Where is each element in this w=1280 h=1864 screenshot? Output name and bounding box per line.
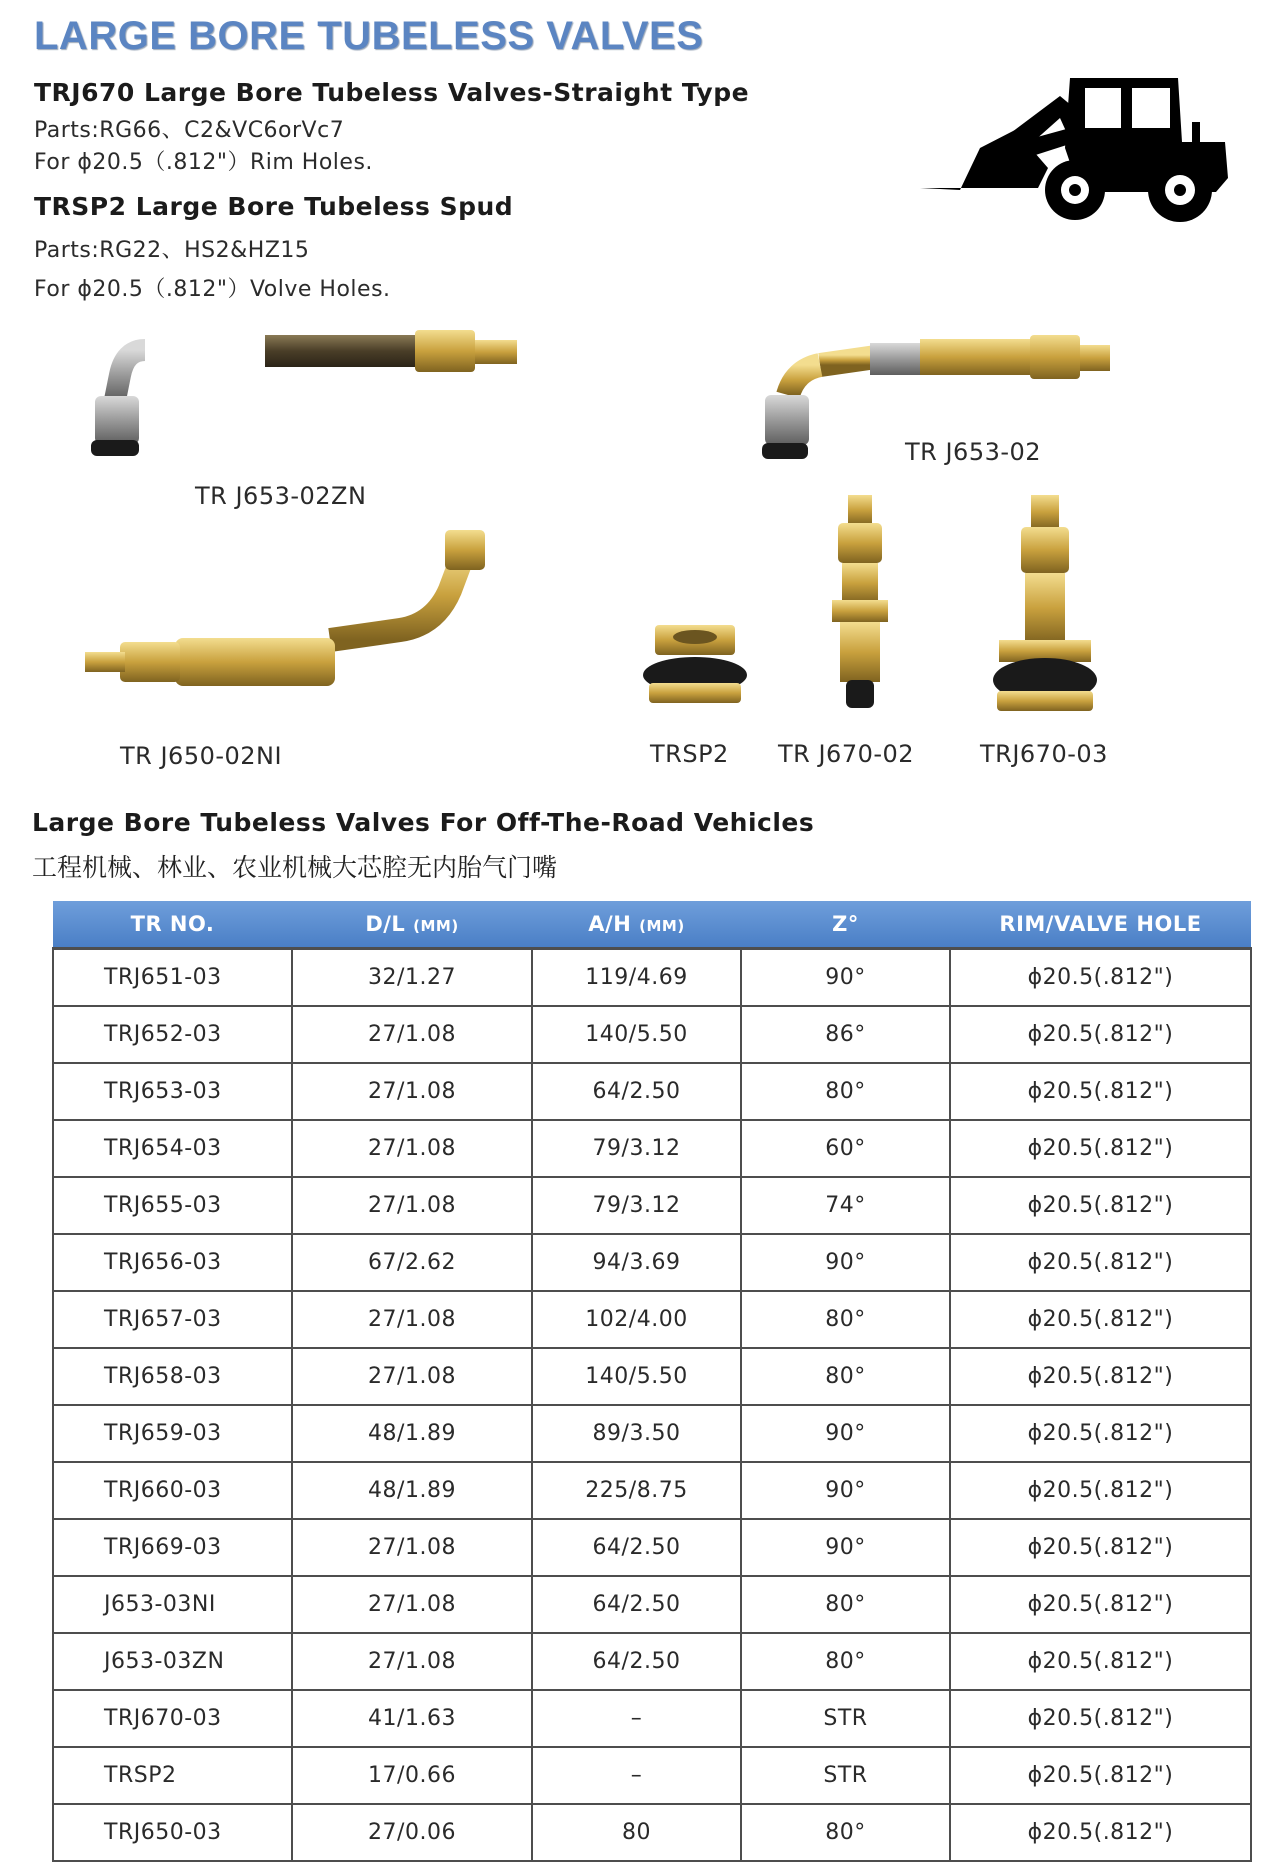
trj670-rim-holes: For ɸ20.5（.812"）Rim Holes. [34,150,373,175]
table-title: Large Bore Tubeless Valves For Off-The-Road Vehicles [32,808,815,837]
cell-rim-hole: ɸ20.5(.812") [950,1120,1251,1177]
valve-spec-table [52,901,1252,1862]
cell-dl: 27/1.08 [292,1519,532,1576]
table-row [53,1234,1251,1291]
cell-ah: 79/3.12 [532,1177,741,1234]
cell-rim-hole: ɸ20.5(.812") [950,1576,1251,1633]
table-row [53,1405,1251,1462]
header-ah-unit: (MM) [639,917,685,935]
cell-dl: 27/1.08 [292,1576,532,1633]
wheel-loader-icon [920,70,1250,230]
table-row [53,1462,1251,1519]
cell-rim-hole: ɸ20.5(.812") [950,1633,1251,1690]
cell-z: STR [741,1747,950,1804]
cell-rim-hole: ɸ20.5(.812") [950,1519,1251,1576]
cell-tr-no: TRSP2 [53,1747,292,1804]
table-row [53,1348,1251,1405]
cell-ah: 64/2.50 [532,1633,741,1690]
table-row [53,1804,1251,1861]
cell-rim-hole: ɸ20.5(.812") [950,1063,1251,1120]
cell-rim-hole: ɸ20.5(.812") [950,1006,1251,1063]
cell-z: 90° [741,949,950,1007]
table-row [53,1633,1251,1690]
cell-ah: 225/8.75 [532,1462,741,1519]
cell-tr-no: TRJ658-03 [53,1348,292,1405]
product-label-trj650-02ni: TR J650-02NI [120,742,283,770]
cell-rim-hole: ɸ20.5(.812") [950,1690,1251,1747]
cell-z: 90° [741,1462,950,1519]
cell-z: 86° [741,1006,950,1063]
product-label-trj653-02: TR J653-02 [905,438,1042,466]
cell-ah: 89/3.50 [532,1405,741,1462]
trsp2-parts: Parts:RG22、HS2&HZ15 [34,238,310,263]
cell-ah: 102/4.00 [532,1291,741,1348]
cell-dl: 48/1.89 [292,1405,532,1462]
cell-tr-no: TRJ670-03 [53,1690,292,1747]
page-title: LARGE BORE TUBELESS VALVES [34,14,704,58]
header-dl-unit: (MM) [413,917,459,935]
cell-rim-hole: ɸ20.5(.812") [950,1804,1251,1861]
cell-dl: 17/0.66 [292,1747,532,1804]
cell-ah: 119/4.69 [532,949,741,1007]
cell-ah: 80 [532,1804,741,1861]
valve-image-trj670-02 [820,495,900,715]
cell-ah: 140/5.50 [532,1348,741,1405]
cell-ah: 140/5.50 [532,1006,741,1063]
cell-tr-no: TRJ653-03 [53,1063,292,1120]
cell-dl: 48/1.89 [292,1462,532,1519]
table-row [53,949,1251,1007]
cell-rim-hole: ɸ20.5(.812") [950,949,1251,1007]
product-label-trj653-02zn: TR J653-02ZN [195,482,367,510]
cell-z: STR [741,1690,950,1747]
trsp2-heading: TRSP2 Large Bore Tubeless Spud [34,192,514,221]
cell-rim-hole: ɸ20.5(.812") [950,1234,1251,1291]
cell-ah: 64/2.50 [532,1063,741,1120]
cell-z: 80° [741,1576,950,1633]
cell-tr-no: TRJ654-03 [53,1120,292,1177]
cell-dl: 27/1.08 [292,1291,532,1348]
cell-rim-hole: ɸ20.5(.812") [950,1177,1251,1234]
cell-z: 90° [741,1405,950,1462]
cell-dl: 27/1.08 [292,1177,532,1234]
valve-image-trj650-02ni [80,530,500,710]
cell-rim-hole: ɸ20.5(.812") [950,1462,1251,1519]
cell-tr-no: TRJ652-03 [53,1006,292,1063]
cell-z: 90° [741,1234,950,1291]
cell-z: 60° [741,1120,950,1177]
cell-ah: 79/3.12 [532,1120,741,1177]
trj670-parts: Parts:RG66、C2&VC6orVc7 [34,118,345,143]
cell-dl: 27/1.08 [292,1120,532,1177]
cell-tr-no: TRJ657-03 [53,1291,292,1348]
header-ah: A/H (MM) [532,901,741,949]
table-row [53,1006,1251,1063]
cell-z: 80° [741,1633,950,1690]
cell-dl: 32/1.27 [292,949,532,1007]
cell-ah: 64/2.50 [532,1576,741,1633]
table-row [53,1519,1251,1576]
cell-tr-no: TRJ656-03 [53,1234,292,1291]
cell-dl: 27/1.08 [292,1063,532,1120]
cell-z: 80° [741,1348,950,1405]
cell-rim-hole: ɸ20.5(.812") [950,1405,1251,1462]
cell-tr-no: TRJ651-03 [53,949,292,1007]
trsp2-valve-holes: For ɸ20.5（.812"）Volve Holes. [34,277,391,302]
valve-image-trsp2 [635,625,755,715]
cell-dl: 27/1.08 [292,1348,532,1405]
product-label-trsp2: TRSP2 [650,740,729,768]
cell-dl: 27/1.08 [292,1633,532,1690]
cell-tr-no: TRJ659-03 [53,1405,292,1462]
cell-tr-no: J653-03NI [53,1576,292,1633]
cell-tr-no: TRJ669-03 [53,1519,292,1576]
cell-ah: 94/3.69 [532,1234,741,1291]
cell-ah: – [532,1690,741,1747]
table-row [53,1576,1251,1633]
cell-rim-hole: ɸ20.5(.812") [950,1291,1251,1348]
table-title-chinese: 工程机械、林业、农业机械大芯腔无内胎气门嘴 [32,853,558,882]
product-label-trj670-02: TR J670-02 [778,740,915,768]
table-row [53,1120,1251,1177]
cell-dl: 67/2.62 [292,1234,532,1291]
header-rim-valve-hole: RIM/VALVE HOLE [950,901,1251,949]
cell-rim-hole: ɸ20.5(.812") [950,1747,1251,1804]
trj670-heading: TRJ670 Large Bore Tubeless Valves-Straight Type [34,78,750,107]
table-row [53,1690,1251,1747]
cell-tr-no: TRJ650-03 [53,1804,292,1861]
cell-z: 80° [741,1804,950,1861]
header-tr-no: TR NO. [53,901,292,949]
table-header-row [53,901,1251,949]
cell-tr-no: TRJ655-03 [53,1177,292,1234]
product-label-trj670-03: TRJ670-03 [980,740,1108,768]
cell-tr-no: J653-03ZN [53,1633,292,1690]
table-row [53,1747,1251,1804]
cell-ah: – [532,1747,741,1804]
header-dl: D/L (MM) [292,901,532,949]
cell-dl: 27/0.06 [292,1804,532,1861]
cell-dl: 27/1.08 [292,1006,532,1063]
table-row [53,1177,1251,1234]
cell-z: 90° [741,1519,950,1576]
header-z: Z° [741,901,950,949]
valve-image-trj653-02zn [85,330,535,480]
cell-z: 80° [741,1291,950,1348]
cell-z: 80° [741,1063,950,1120]
cell-tr-no: TRJ660-03 [53,1462,292,1519]
cell-rim-hole: ɸ20.5(.812") [950,1348,1251,1405]
table-row [53,1063,1251,1120]
cell-z: 74° [741,1177,950,1234]
cell-ah: 64/2.50 [532,1519,741,1576]
table-row [53,1291,1251,1348]
valve-image-trj670-03 [985,495,1105,725]
cell-dl: 41/1.63 [292,1690,532,1747]
